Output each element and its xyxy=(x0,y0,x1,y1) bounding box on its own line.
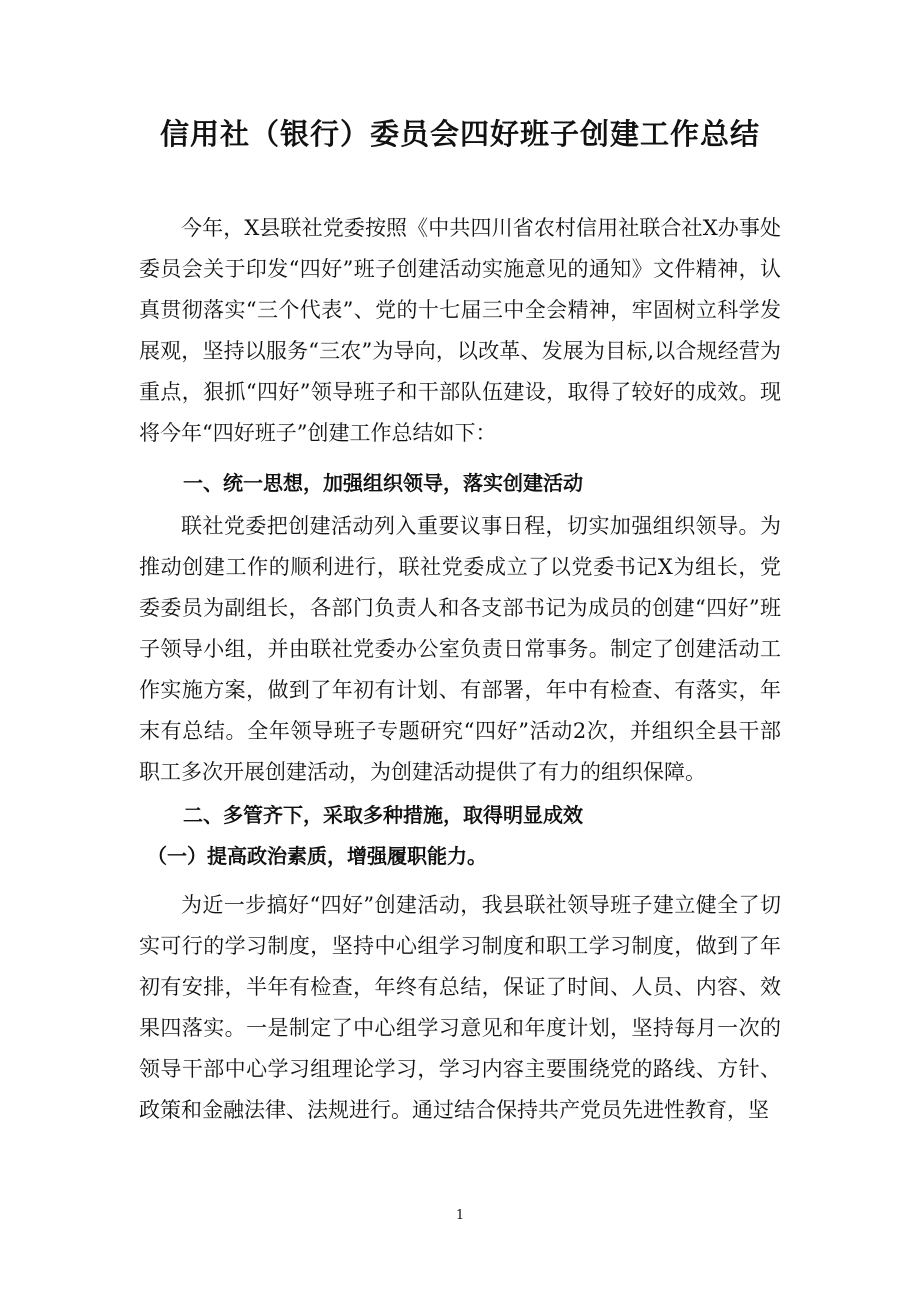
document-title: 信用社（银行）委员会四好班子创建工作总结 xyxy=(159,117,760,151)
subsection-1-paragraph: 为近一步搞好“四好”创建活动，我县联社领导班子建立健全了切实可行的学习制度，坚持中心组学习制度和职工学习制度，做到了年初有安排，半年有检查，年终有总结，保证了时间、人员、内容、效果四落实。一是制定了中心组学习意见和年度计划，坚持每月一次的领导干部中心学习组理论学习，学习内容主要围绕党的路线、方针、政策和金融法律、法规进行。通过结合保持共产党员先进性教育，坚 xyxy=(139,893,781,1122)
section-1-heading: 一、统一思想，加强组织领导，落实创建活动 xyxy=(183,471,583,495)
section-2-heading: 二、多管齐下，采取多种措施，取得明显成效 xyxy=(183,803,583,827)
subsection-1-heading: （一）提高政治素质，增强履职能力。 xyxy=(147,844,487,868)
page-number: 1 xyxy=(455,1208,465,1223)
intro-paragraph: 今年，X县联社党委按照《中共四川省农村信用社联合社X办事处委员会关于印发“四好”班子创建活动实施意见的通知》文件精神，认真贯彻落实“三个代表”、党的十七届三中全会精神，牢固树立科学发展观，坚持以服务“三农”为导向，以改革、发展为目标,以合规经营为重点，狠抓“四好”领导班子和干部队伍建设，取得了较好的成效。现将今年“四好班子”创建工作总结如下： xyxy=(139,216,781,445)
section-1-paragraph: 联社党委把创建活动列入重要议事日程，切实加强组织领导。为推动创建工作的顺利进行，联社党委成立了以党委书记X为组长，党委委员为副组长，各部门负责人和各支部书记为成员的创建“四好”班子领导小组，并由联社党委办公室负责日常事务。制定了创建活动工作实施方案，做到了年初有计划、有部署，年中有检查、有落实，年末有总结。全年领导班子专题研究“四好”活动2次，并组织全县干部职工多次开展创建活动，为创建活动提供了有力的组织保障。 xyxy=(139,514,781,784)
document-body xyxy=(139,208,781,1131)
